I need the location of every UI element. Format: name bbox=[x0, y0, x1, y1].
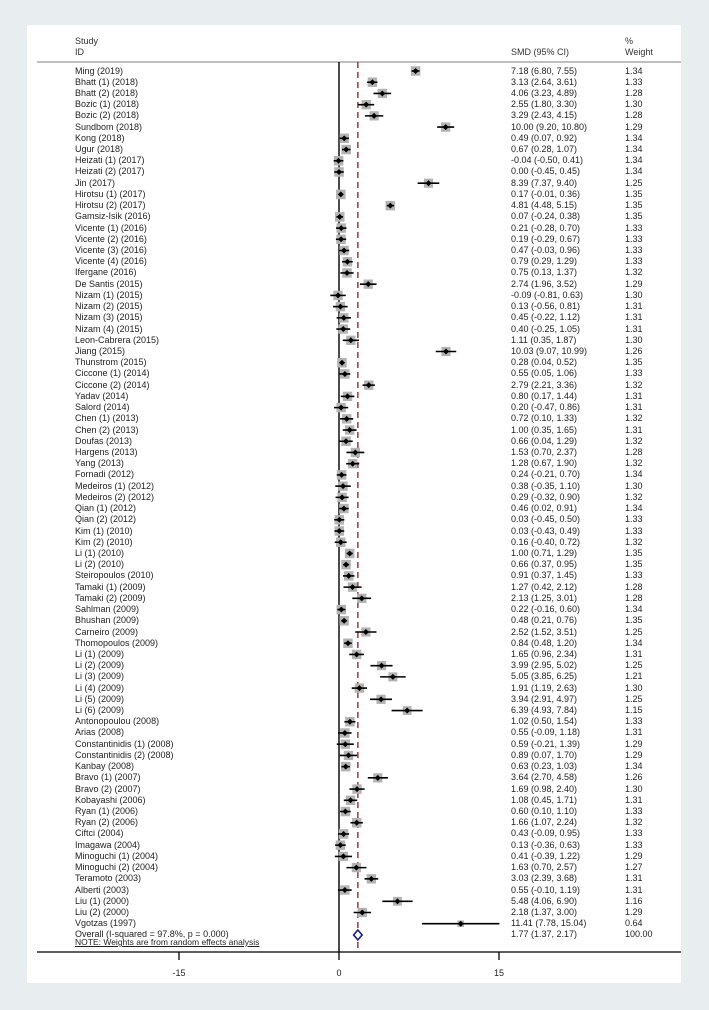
study-id: Li (3) (2009) bbox=[75, 671, 125, 682]
study-id: Liu (2) (2000) bbox=[75, 907, 130, 917]
study-weight: 1.32 bbox=[625, 536, 643, 547]
study-weight: 1.27 bbox=[625, 862, 643, 873]
study-weight: 1.25 bbox=[625, 626, 643, 637]
study-weight: 1.26 bbox=[625, 346, 643, 356]
study-weight: 1.34 bbox=[625, 166, 643, 177]
study-id: Thomopoulos (2009) bbox=[75, 637, 159, 648]
study-id: Ifergane (2016) bbox=[75, 267, 137, 278]
study-id: Tamaki (1) (2009) bbox=[75, 581, 146, 592]
study-weight: 1.21 bbox=[625, 671, 643, 682]
study-smd-ci: 5.48 (4.06, 6.90) bbox=[511, 895, 578, 906]
study-id: Sahlman (2009) bbox=[75, 604, 140, 615]
study-id: Li (1) (2010) bbox=[75, 547, 125, 558]
study-smd-ci: -0.09 (-0.81, 0.63) bbox=[511, 289, 584, 300]
study-smd-ci: 0.84 (0.48, 1.20) bbox=[511, 637, 578, 648]
study-id: Tamaki (2) (2009) bbox=[75, 592, 146, 603]
study-smd-ci: 0.45 (-0.22, 1.12) bbox=[511, 312, 581, 323]
study-weight: 1.30 bbox=[625, 99, 643, 110]
study-weight: 1.35 bbox=[625, 547, 643, 558]
study-weight: 1.35 bbox=[625, 188, 643, 199]
study-id: Imagawa (2004) bbox=[75, 839, 141, 850]
study-smd-ci: 1.00 (0.35, 1.65) bbox=[511, 424, 578, 435]
study-id: Sundbom (2018) bbox=[75, 121, 143, 132]
study-id: Ugur (2018) bbox=[75, 144, 124, 155]
study-weight: 1.31 bbox=[625, 727, 643, 738]
study-weight: 1.30 bbox=[625, 682, 643, 693]
study-weight: 1.33 bbox=[625, 368, 643, 379]
study-weight: 1.31 bbox=[625, 323, 643, 334]
study-smd-ci: 1.28 (0.67, 1.90) bbox=[511, 458, 578, 469]
study-weight: 1.30 bbox=[625, 289, 643, 300]
study-weight: 1.29 bbox=[625, 749, 643, 760]
study-id: Nizam (2) (2015) bbox=[75, 301, 143, 312]
overall-smd-ci: 1.77 (1.37, 2.17) bbox=[511, 929, 578, 940]
study-smd-ci: 0.03 (-0.45, 0.50) bbox=[511, 514, 581, 525]
study-weight: 1.32 bbox=[625, 267, 643, 278]
study-id: Ciccone (2) (2014) bbox=[75, 379, 150, 390]
study-smd-ci: 0.67 (0.28, 1.07) bbox=[511, 144, 578, 155]
study-weight: 1.29 bbox=[625, 907, 643, 917]
study-smd-ci: 3.64 (2.70, 4.58) bbox=[511, 772, 578, 783]
x-tick-label-neg15: -15 bbox=[172, 968, 186, 978]
study-smd-ci: 0.59 (-0.21, 1.39) bbox=[511, 738, 581, 749]
study-weight: 1.33 bbox=[625, 76, 643, 87]
study-id: Leon-Cabrera (2015) bbox=[75, 334, 160, 345]
study-smd-ci: 3.94 (2.91, 4.97) bbox=[511, 693, 578, 704]
study-weight: 1.31 bbox=[625, 390, 643, 401]
study-smd-ci: 0.63 (0.23, 1.03) bbox=[511, 761, 578, 772]
study-weight: 1.32 bbox=[625, 413, 643, 424]
study-smd-ci: 11.41 (7.78, 15.04) bbox=[511, 918, 587, 929]
study-smd-ci: 3.29 (2.43, 4.15) bbox=[511, 110, 578, 121]
study-id: Nizam (3) (2015) bbox=[75, 312, 143, 323]
study-weight: 0.64 bbox=[625, 918, 643, 929]
study-id: Li (4) (2009) bbox=[75, 682, 125, 693]
study-weight: 1.33 bbox=[625, 828, 643, 839]
study-id: Bhatt (1) (2018) bbox=[75, 76, 139, 87]
study-smd-ci: 10.00 (9.20, 10.80) bbox=[511, 121, 588, 132]
study-smd-ci: 0.28 (0.04, 0.52) bbox=[511, 357, 578, 368]
study-weight: 1.31 bbox=[625, 424, 643, 435]
study-smd-ci: 2.13 (1.25, 3.01) bbox=[511, 592, 578, 603]
study-smd-ci: 0.19 (-0.29, 0.67) bbox=[511, 233, 581, 244]
study-id: Hirotsu (1) (2017) bbox=[75, 188, 146, 199]
study-id: Heizati (1) (2017) bbox=[75, 155, 145, 166]
study-weight: 1.28 bbox=[625, 592, 643, 603]
study-id: Vicente (1) (2016) bbox=[75, 222, 147, 233]
study-id: Li (5) (2009) bbox=[75, 693, 125, 704]
study-smd-ci: 2.18 (1.37, 3.00) bbox=[511, 907, 578, 917]
study-smd-ci: 8.39 (7.37, 9.40) bbox=[511, 177, 578, 188]
study-weight: 1.31 bbox=[625, 873, 643, 884]
study-smd-ci: 0.48 (0.21, 0.76) bbox=[511, 615, 578, 626]
study-weight: 1.29 bbox=[625, 278, 643, 289]
study-id: Steiropoulos (2010) bbox=[75, 570, 154, 581]
study-smd-ci: 0.03 (-0.43, 0.49) bbox=[511, 525, 581, 536]
study-weight: 1.31 bbox=[625, 794, 643, 805]
study-weight: 1.35 bbox=[625, 357, 643, 368]
overall-weight: 100.00 bbox=[625, 929, 653, 940]
study-id: Fornadi (2012) bbox=[75, 469, 135, 480]
study-smd-ci: 6.39 (4.93, 7.84) bbox=[511, 705, 578, 716]
study-weight: 1.29 bbox=[625, 850, 643, 861]
study-id: Ming (2019) bbox=[75, 65, 124, 76]
study-id: Qian (1) (2012) bbox=[75, 503, 137, 514]
study-smd-ci: 0.16 (-0.40, 0.72) bbox=[511, 536, 581, 547]
study-smd-ci: 1.02 (0.50, 1.54) bbox=[511, 716, 578, 727]
study-smd-ci: 1.53 (0.70, 2.37) bbox=[511, 446, 578, 457]
study-weight: 1.25 bbox=[625, 177, 643, 188]
study-weight: 1.28 bbox=[625, 87, 643, 98]
study-weight: 1.34 bbox=[625, 503, 643, 514]
study-smd-ci: 0.49 (0.07, 0.92) bbox=[511, 132, 578, 143]
study-id: Teramoto (2003) bbox=[75, 873, 142, 884]
study-weight: 1.31 bbox=[625, 312, 643, 323]
study-smd-ci: 0.80 (0.17, 1.44) bbox=[511, 390, 578, 401]
study-smd-ci: 0.46 (0.02, 0.91) bbox=[511, 503, 578, 514]
study-id: Bravo (1) (2007) bbox=[75, 772, 141, 783]
study-id: Yang (2013) bbox=[75, 458, 124, 469]
study-weight: 1.25 bbox=[625, 693, 643, 704]
study-smd-ci: 0.00 (-0.45, 0.45) bbox=[511, 166, 581, 177]
study-id: De Santis (2015) bbox=[75, 278, 143, 289]
study-smd-ci: 0.22 (-0.16, 0.60) bbox=[511, 604, 581, 615]
study-weight: 1.29 bbox=[625, 738, 643, 749]
study-weight: 1.33 bbox=[625, 806, 643, 817]
study-smd-ci: 0.38 (-0.35, 1.10) bbox=[511, 480, 581, 491]
study-weight: 1.35 bbox=[625, 211, 643, 222]
study-id: Bhushan (2009) bbox=[75, 615, 140, 626]
study-smd-ci: 0.60 (0.10, 1.10) bbox=[511, 806, 578, 817]
study-smd-ci: 1.65 (0.96, 2.34) bbox=[511, 648, 578, 659]
study-id: Salord (2014) bbox=[75, 402, 130, 413]
study-id: Ciftci (2004) bbox=[75, 828, 124, 839]
study-smd-ci: 0.47 (-0.03, 0.96) bbox=[511, 245, 581, 256]
study-weight: 1.34 bbox=[625, 637, 643, 648]
study-weight: 1.28 bbox=[625, 581, 643, 592]
study-smd-ci: 0.13 (-0.36, 0.63) bbox=[511, 839, 581, 850]
study-id: Bravo (2) (2007) bbox=[75, 783, 141, 794]
study-weight: 1.34 bbox=[625, 132, 643, 143]
study-id: Bozic (2) (2018) bbox=[75, 110, 140, 121]
study-id: Arias (2008) bbox=[75, 727, 125, 738]
study-id: Doufas (2013) bbox=[75, 435, 133, 446]
study-id: Medeiros (2) (2012) bbox=[75, 491, 155, 502]
header-weight-line2: Weight bbox=[625, 47, 653, 57]
header-weight-line1: % bbox=[625, 36, 634, 46]
study-smd-ci: 5.05 (3.85, 6.25) bbox=[511, 671, 578, 682]
study-weight: 1.33 bbox=[625, 525, 643, 536]
study-weight: 1.32 bbox=[625, 817, 643, 828]
header-study-line2: ID bbox=[75, 47, 84, 57]
study-id: Nizam (4) (2015) bbox=[75, 323, 143, 334]
study-id: Chen (2) (2013) bbox=[75, 424, 139, 435]
study-id: Alberti (2003) bbox=[75, 884, 130, 895]
header-effect: SMD (95% CI) bbox=[511, 47, 570, 57]
study-smd-ci: 1.08 (0.45, 1.71) bbox=[511, 794, 578, 805]
study-id: Antonopoulou (2008) bbox=[75, 716, 160, 727]
study-id: Vicente (2) (2016) bbox=[75, 233, 147, 244]
study-weight: 1.34 bbox=[625, 761, 643, 772]
study-id: Kanbay (2008) bbox=[75, 761, 135, 772]
study-smd-ci: 10.03 (9.07, 10.99) bbox=[511, 346, 588, 356]
study-weight: 1.35 bbox=[625, 200, 643, 211]
study-id: Vicente (4) (2016) bbox=[75, 256, 147, 267]
study-smd-ci: 0.75 (0.13, 1.37) bbox=[511, 267, 578, 278]
study-weight: 1.33 bbox=[625, 222, 643, 233]
study-smd-ci: 0.41 (-0.39, 1.22) bbox=[511, 850, 581, 861]
study-id: Kobayashi (2006) bbox=[75, 794, 146, 805]
study-id: Vicente (3) (2016) bbox=[75, 245, 147, 256]
study-smd-ci: 3.13 (2.64, 3.61) bbox=[511, 76, 578, 87]
study-id: Yadav (2014) bbox=[75, 390, 129, 401]
study-id: Li (1) (2009) bbox=[75, 648, 125, 659]
study-smd-ci: 0.13 (-0.56, 0.81) bbox=[511, 301, 581, 312]
study-smd-ci: 0.20 (-0.47, 0.86) bbox=[511, 402, 581, 413]
study-weight: 1.30 bbox=[625, 480, 643, 491]
study-id: Constantinidis (2) (2008) bbox=[75, 749, 174, 760]
study-weight: 1.25 bbox=[625, 660, 643, 671]
study-smd-ci: 0.24 (-0.21, 0.70) bbox=[511, 469, 581, 480]
study-weight: 1.28 bbox=[625, 110, 643, 121]
study-smd-ci: 1.91 (1.19, 2.63) bbox=[511, 682, 578, 693]
study-weight: 1.32 bbox=[625, 491, 643, 502]
overall-label: Overall (I-squared = 97.8%, p = 0.000) bbox=[75, 929, 229, 940]
study-weight: 1.34 bbox=[625, 144, 643, 155]
study-id: Kim (2) (2010) bbox=[75, 536, 133, 547]
study-smd-ci: 2.79 (2.21, 3.36) bbox=[511, 379, 578, 390]
study-smd-ci: 0.40 (-0.25, 1.05) bbox=[511, 323, 581, 334]
study-smd-ci: 1.00 (0.71, 1.29) bbox=[511, 547, 578, 558]
study-weight: 1.28 bbox=[625, 446, 643, 457]
study-id: Medeiros (1) (2012) bbox=[75, 480, 155, 491]
study-weight: 1.33 bbox=[625, 514, 643, 525]
study-smd-ci: 0.17 (-0.01, 0.36) bbox=[511, 188, 581, 199]
study-id: Hargens (2013) bbox=[75, 446, 138, 457]
x-tick-label-15: 15 bbox=[493, 968, 505, 978]
x-tick-label-0: 0 bbox=[336, 968, 342, 978]
study-id: Chen (1) (2013) bbox=[75, 413, 139, 424]
study-smd-ci: 0.91 (0.37, 1.45) bbox=[511, 570, 578, 581]
study-id: Qian (2) (2012) bbox=[75, 514, 137, 525]
study-smd-ci: 0.07 (-0.24, 0.38) bbox=[511, 211, 581, 222]
study-id: Ryan (1) (2006) bbox=[75, 806, 139, 817]
study-weight: 1.35 bbox=[625, 559, 643, 570]
study-id: Constantinidis (1) (2008) bbox=[75, 738, 174, 749]
study-smd-ci: 1.69 (0.98, 2.40) bbox=[511, 783, 578, 794]
study-smd-ci: 4.81 (4.48, 5.15) bbox=[511, 200, 578, 211]
study-smd-ci: 0.55 (-0.10, 1.19) bbox=[511, 884, 581, 895]
study-weight: 1.16 bbox=[625, 895, 643, 906]
study-weight: 1.33 bbox=[625, 233, 643, 244]
study-smd-ci: 0.43 (-0.09, 0.95) bbox=[511, 828, 581, 839]
study-smd-ci: 2.55 (1.80, 3.30) bbox=[511, 99, 578, 110]
overall-diamond bbox=[354, 930, 363, 940]
study-smd-ci: -0.04 (-0.50, 0.41) bbox=[511, 155, 584, 166]
study-smd-ci: 4.06 (3.23, 4.89) bbox=[511, 87, 578, 98]
study-id: Li (2) (2009) bbox=[75, 660, 125, 671]
study-weight: 1.34 bbox=[625, 155, 643, 166]
study-weight: 1.33 bbox=[625, 716, 643, 727]
study-weight: 1.30 bbox=[625, 783, 643, 794]
study-weight: 1.35 bbox=[625, 615, 643, 626]
study-weight: 1.29 bbox=[625, 121, 643, 132]
study-weight: 1.31 bbox=[625, 402, 643, 413]
study-weight: 1.33 bbox=[625, 245, 643, 256]
study-weight: 1.32 bbox=[625, 458, 643, 469]
study-weight: 1.26 bbox=[625, 772, 643, 783]
study-weight: 1.31 bbox=[625, 648, 643, 659]
study-id: Ciccone (1) (2014) bbox=[75, 368, 150, 379]
study-weight: 1.31 bbox=[625, 301, 643, 312]
study-smd-ci: 0.72 (0.10, 1.33) bbox=[511, 413, 578, 424]
study-id: Minoguchi (2) (2004) bbox=[75, 862, 159, 873]
study-smd-ci: 3.99 (2.95, 5.02) bbox=[511, 660, 578, 671]
study-id: Liu (1) (2000) bbox=[75, 895, 130, 906]
study-smd-ci: 0.89 (0.07, 1.70) bbox=[511, 749, 578, 760]
study-weight: 1.33 bbox=[625, 256, 643, 267]
study-id: Ryan (2) (2006) bbox=[75, 817, 139, 828]
study-id: Kim (1) (2010) bbox=[75, 525, 133, 536]
study-smd-ci: 1.11 (0.35, 1.87) bbox=[511, 334, 577, 345]
study-weight: 1.30 bbox=[625, 334, 643, 345]
study-id: Carneiro (2009) bbox=[75, 626, 139, 637]
study-smd-ci: 0.55 (-0.09, 1.18) bbox=[511, 727, 581, 738]
study-smd-ci: 0.79 (0.29, 1.29) bbox=[511, 256, 578, 267]
study-smd-ci: 1.66 (1.07, 2.24) bbox=[511, 817, 578, 828]
study-id: Minoguchi (1) (2004) bbox=[75, 850, 159, 861]
study-smd-ci: 0.55 (0.05, 1.06) bbox=[511, 368, 578, 379]
study-id: Gamsiz-Isik (2016) bbox=[75, 211, 151, 222]
study-id: Vgotzas (1997) bbox=[75, 918, 137, 929]
study-smd-ci: 0.29 (-0.32, 0.90) bbox=[511, 491, 581, 502]
study-id: Bozic (1) (2018) bbox=[75, 99, 140, 110]
study-smd-ci: 0.21 (-0.28, 0.70) bbox=[511, 222, 581, 233]
study-id: Kong (2018) bbox=[75, 132, 125, 143]
study-smd-ci: 2.52 (1.52, 3.51) bbox=[511, 626, 578, 637]
study-id: Jiang (2015) bbox=[75, 346, 126, 356]
study-id: Jin (2017) bbox=[75, 177, 116, 188]
study-id: Li (2) (2010) bbox=[75, 559, 125, 570]
study-id: Bhatt (2) (2018) bbox=[75, 87, 139, 98]
study-smd-ci: 3.03 (2.39, 3.68) bbox=[511, 873, 578, 884]
study-smd-ci: 1.63 (0.70, 2.57) bbox=[511, 862, 578, 873]
study-smd-ci: 7.18 (6.80, 7.55) bbox=[511, 65, 578, 76]
study-weight: 1.15 bbox=[625, 705, 643, 716]
study-weight: 1.34 bbox=[625, 469, 643, 480]
study-weight: 1.32 bbox=[625, 435, 643, 446]
study-smd-ci: 1.27 (0.42, 2.12) bbox=[511, 581, 578, 592]
study-id: Li (6) (2009) bbox=[75, 705, 125, 716]
study-weight: 1.32 bbox=[625, 379, 643, 390]
study-id: Heizati (2) (2017) bbox=[75, 166, 145, 177]
study-id: Nizam (1) (2015) bbox=[75, 289, 143, 300]
study-weight: 1.33 bbox=[625, 839, 643, 850]
study-smd-ci: 2.74 (1.96, 3.52) bbox=[511, 278, 578, 289]
study-weight: 1.34 bbox=[625, 65, 643, 76]
study-weight: 1.33 bbox=[625, 570, 643, 581]
study-smd-ci: 0.66 (0.04, 1.29) bbox=[511, 435, 578, 446]
study-smd-ci: 0.66 (0.37, 0.95) bbox=[511, 559, 578, 570]
footnote: NOTE: Weights are from random effects analysis bbox=[75, 937, 260, 947]
study-weight: 1.31 bbox=[625, 884, 643, 895]
study-id: Thunstrom (2015) bbox=[75, 357, 147, 368]
study-id: Hirotsu (2) (2017) bbox=[75, 200, 146, 211]
header-study-line1: Study bbox=[75, 36, 99, 46]
study-weight: 1.34 bbox=[625, 604, 643, 615]
